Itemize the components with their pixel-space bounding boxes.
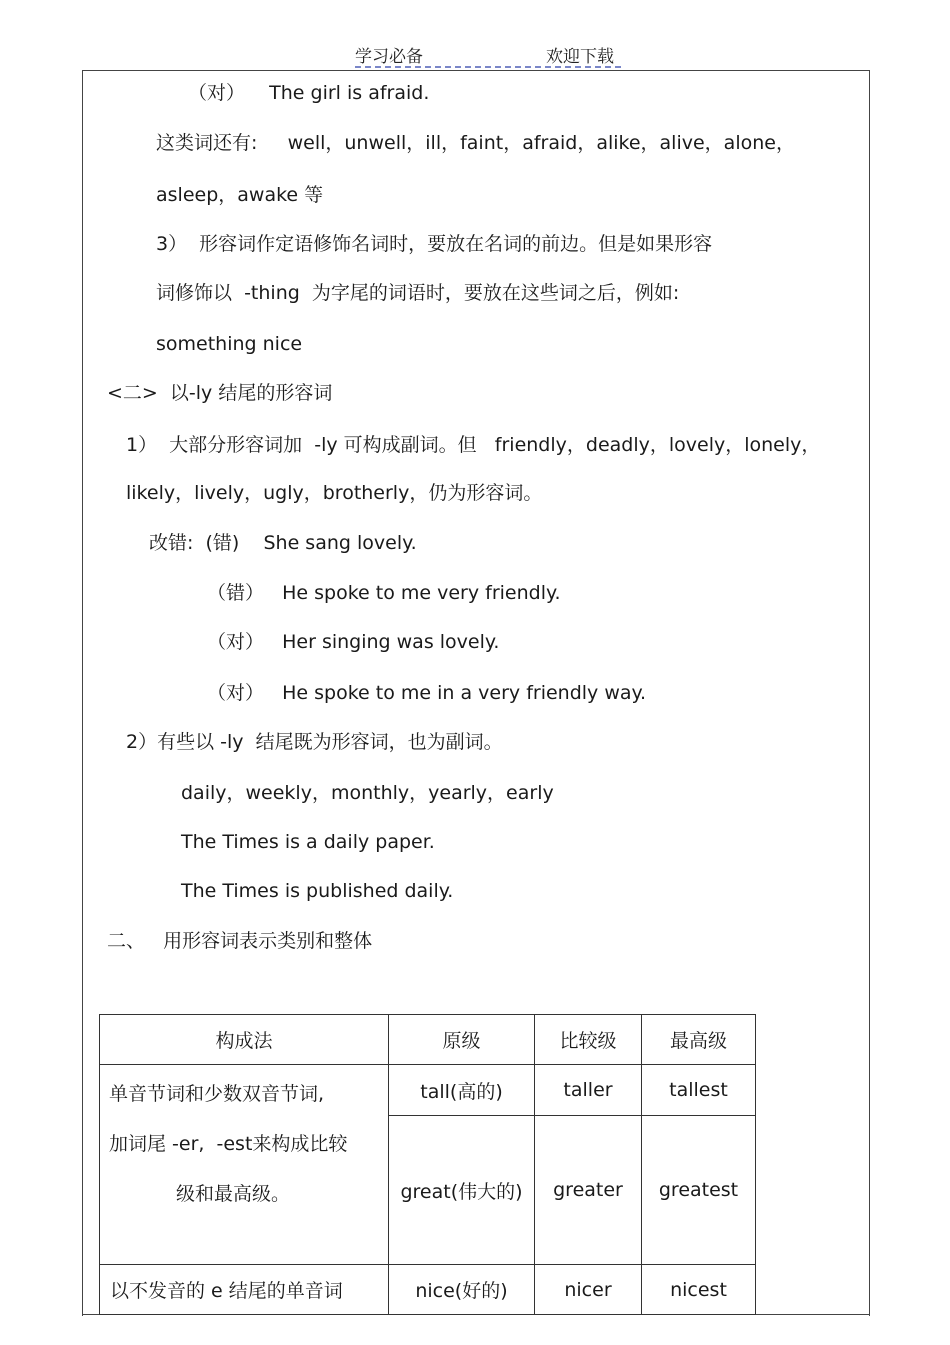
text-line: asleep，awake 等 bbox=[156, 184, 324, 206]
header-right: 欢迎下载 bbox=[546, 47, 614, 67]
text-line: （对） Her singing was lovely. bbox=[207, 631, 500, 653]
table-header-row bbox=[100, 1015, 756, 1065]
text-line: 2）有些以 -ly 结尾既为形容词，也为副词。 bbox=[126, 731, 503, 753]
text-line: （对） The girl is afraid. bbox=[188, 82, 430, 104]
table-cell: greater bbox=[535, 1116, 642, 1265]
rule-cell: 以不发音的 e 结尾的单音词 bbox=[100, 1265, 389, 1315]
table-cell: tall(高的) bbox=[389, 1065, 535, 1116]
rule-line: 加词尾 -er, -est来构成比较 bbox=[109, 1133, 348, 1155]
text-line: 二、 用形容词表示类别和整体 bbox=[107, 930, 373, 952]
text-line: （对） He spoke to me in a very friendly way. bbox=[207, 682, 647, 704]
table-cell: taller bbox=[535, 1065, 642, 1116]
rule-cell bbox=[100, 1065, 389, 1265]
text-line: <二> 以-ly 结尾的形容词 bbox=[107, 382, 333, 404]
table-header-cell: 原级 bbox=[389, 1015, 535, 1065]
table-row bbox=[100, 1265, 756, 1315]
table-row bbox=[100, 1065, 756, 1116]
rule-line: 单音节词和少数双音节词, bbox=[109, 1083, 325, 1105]
table-cell: nice(好的) bbox=[389, 1265, 535, 1315]
table-cell: nicer bbox=[535, 1265, 642, 1315]
text-line: something nice bbox=[156, 333, 303, 355]
table-header-cell: 比较级 bbox=[535, 1015, 642, 1065]
text-line: 3） 形容词作定语修饰名词时，要放在名词的前边。但是如果形容 bbox=[156, 233, 713, 255]
table-cell: great(伟大的) bbox=[389, 1116, 535, 1265]
text-line: 这类词还有: well，unwell，ill，faint，afraid，alike，alive，alone， bbox=[156, 132, 795, 154]
text-line: （错） He spoke to me very friendly. bbox=[207, 582, 561, 604]
text-line: 改错: (错) She sang lovely. bbox=[149, 532, 417, 554]
table-cell: greatest bbox=[642, 1116, 756, 1265]
text-line: daily，weekly，monthly，yearly，early bbox=[181, 782, 554, 804]
text-line: 词修饰以 -thing 为字尾的词语时，要放在这些词之后，例如: bbox=[156, 282, 680, 304]
text-line: likely，lively，ugly，brotherly，仍为形容词。 bbox=[126, 482, 543, 504]
table-header-cell: 最高级 bbox=[642, 1015, 756, 1065]
table-cell: nicest bbox=[642, 1265, 756, 1315]
rule-line: 级和最高级。 bbox=[176, 1183, 291, 1205]
text-line: The Times is a daily paper. bbox=[181, 831, 435, 853]
header-divider bbox=[355, 66, 621, 68]
header-left: 学习必备 bbox=[355, 47, 423, 67]
table-header-cell: 构成法 bbox=[100, 1015, 389, 1065]
comparison-table bbox=[99, 1014, 756, 1315]
table-cell: tallest bbox=[642, 1065, 756, 1116]
text-line: The Times is published daily. bbox=[181, 880, 454, 902]
text-line: 1） 大部分形容词加 -ly 可构成副词。但 friendly，deadly，lovely，lonely， bbox=[126, 434, 821, 456]
